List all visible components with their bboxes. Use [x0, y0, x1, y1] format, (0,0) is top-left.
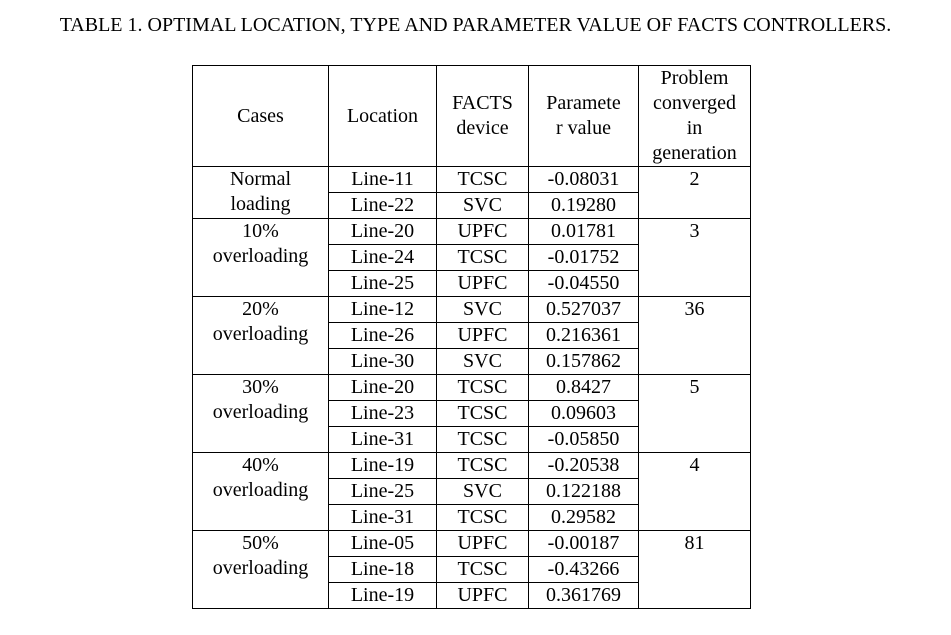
- facts-device-cell: UPFC: [437, 583, 529, 609]
- parameter-value-cell: 0.29582: [529, 505, 639, 531]
- parameter-value-cell: -0.20538: [529, 453, 639, 479]
- facts-device-cell: TCSC: [437, 505, 529, 531]
- case-label-line2: overloading: [212, 401, 309, 423]
- table-row: [193, 375, 751, 401]
- parameter-value-cell: -0.43266: [529, 557, 639, 583]
- parameter-value-cell: -0.08031: [529, 167, 639, 193]
- location-cell: Line-24: [329, 245, 437, 271]
- facts-device-cell: TCSC: [437, 375, 529, 401]
- parameter-value-cell: 0.122188: [529, 479, 639, 505]
- parameter-value-cell: -0.01752: [529, 245, 639, 271]
- case-label-line1: 40%: [242, 454, 279, 476]
- converged-generation-cell: 81: [639, 531, 751, 609]
- case-label-line2: overloading: [212, 557, 309, 579]
- converged-generation-cell: 3: [639, 219, 751, 297]
- header-parameter-value: Paramete r value: [529, 66, 639, 167]
- parameter-value-cell: 0.01781: [529, 219, 639, 245]
- parameter-value-cell: 0.09603: [529, 401, 639, 427]
- case-label-line2: overloading: [212, 479, 309, 501]
- table-header-row: [193, 66, 751, 167]
- header-problem-converged-generation: Problem converged in generation: [639, 66, 751, 167]
- location-cell: Line-05: [329, 531, 437, 557]
- facts-device-cell: TCSC: [437, 453, 529, 479]
- location-cell: Line-11: [329, 167, 437, 193]
- parameter-value-cell: 0.8427: [529, 375, 639, 401]
- facts-device-cell: TCSC: [437, 557, 529, 583]
- header-location: Location: [329, 66, 437, 167]
- facts-device-cell: SVC: [437, 297, 529, 323]
- location-cell: Line-20: [329, 219, 437, 245]
- parameter-value-cell: -0.00187: [529, 531, 639, 557]
- table-body: [193, 167, 751, 609]
- facts-device-cell: TCSC: [437, 401, 529, 427]
- table-row: [193, 297, 751, 323]
- header-cases: Cases: [193, 66, 329, 167]
- facts-device-cell: UPFC: [437, 219, 529, 245]
- table-row: [193, 219, 751, 245]
- parameter-value-cell: 0.361769: [529, 583, 639, 609]
- location-cell: Line-18: [329, 557, 437, 583]
- parameter-value-cell: -0.04550: [529, 271, 639, 297]
- location-cell: Line-23: [329, 401, 437, 427]
- facts-device-cell: SVC: [437, 193, 529, 219]
- converged-generation-cell: 2: [639, 167, 751, 219]
- converged-generation-cell: 36: [639, 297, 751, 375]
- facts-device-cell: UPFC: [437, 323, 529, 349]
- converged-generation-cell: 4: [639, 453, 751, 531]
- case-label-line1: 30%: [242, 376, 279, 398]
- converged-generation-cell: 5: [639, 375, 751, 453]
- case-label-line1: 10%: [242, 220, 279, 242]
- case-cell: [193, 219, 329, 297]
- parameter-value-cell: 0.19280: [529, 193, 639, 219]
- case-cell: [193, 531, 329, 609]
- case-label-line2: loading: [230, 193, 291, 215]
- location-cell: Line-19: [329, 583, 437, 609]
- parameter-value-cell: -0.05850: [529, 427, 639, 453]
- case-cell: [193, 453, 329, 531]
- location-cell: Line-31: [329, 427, 437, 453]
- location-cell: Line-30: [329, 349, 437, 375]
- location-cell: Line-25: [329, 271, 437, 297]
- location-cell: Line-20: [329, 375, 437, 401]
- facts-device-cell: UPFC: [437, 271, 529, 297]
- location-cell: Line-31: [329, 505, 437, 531]
- facts-device-cell: SVC: [437, 479, 529, 505]
- facts-controllers-table: [192, 65, 751, 609]
- case-label-line2: overloading: [212, 323, 309, 345]
- facts-device-cell: TCSC: [437, 427, 529, 453]
- location-cell: Line-26: [329, 323, 437, 349]
- facts-device-cell: SVC: [437, 349, 529, 375]
- case-label-line1: 20%: [242, 298, 279, 320]
- case-label-line1: Normal: [229, 168, 292, 190]
- case-label-line1: 50%: [242, 532, 279, 554]
- facts-device-cell: UPFC: [437, 531, 529, 557]
- parameter-value-cell: 0.157862: [529, 349, 639, 375]
- case-cell: [193, 167, 329, 219]
- table-caption: TABLE 1. OPTIMAL LOCATION, TYPE AND PARAMETER VALUE OF FACTS CONTROLLERS.: [59, 14, 892, 36]
- table-row: [193, 453, 751, 479]
- location-cell: Line-12: [329, 297, 437, 323]
- case-label-line2: overloading: [212, 245, 309, 267]
- location-cell: Line-22: [329, 193, 437, 219]
- parameter-value-cell: 0.216361: [529, 323, 639, 349]
- case-cell: [193, 375, 329, 453]
- location-cell: Line-19: [329, 453, 437, 479]
- location-cell: Line-25: [329, 479, 437, 505]
- facts-device-cell: TCSC: [437, 245, 529, 271]
- header-facts-device: FACTS device: [437, 66, 529, 167]
- table-row: [193, 167, 751, 193]
- facts-device-cell: TCSC: [437, 167, 529, 193]
- table-row: [193, 531, 751, 557]
- parameter-value-cell: 0.527037: [529, 297, 639, 323]
- case-cell: [193, 297, 329, 375]
